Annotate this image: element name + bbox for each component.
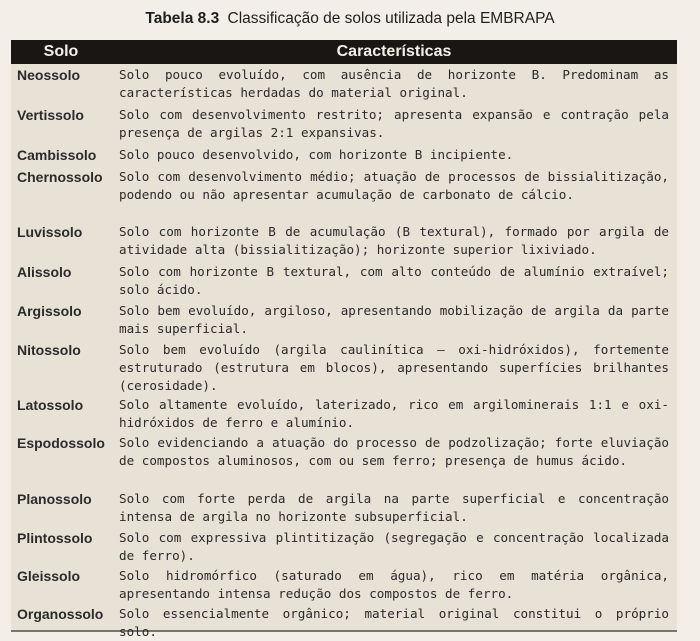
table-row — [11, 223, 677, 259]
soil-name: Organossolo — [17, 606, 104, 622]
soil-description: Solo altamente evoluído, laterizado, rico em argilominerais 1:1 e oxi-hidróxidos de ferro e alumínio. — [119, 397, 669, 430]
soil-description: Solo com forte perda de argila na parte superficial e concentração intensa de argila no horizonte subsuperficial. — [119, 491, 669, 524]
soil-description: Solo com desenvolvimento restrito; apresenta expansão e contração pela presença de argilas 2:1 expansivas. — [119, 107, 669, 140]
soil-classification-table — [11, 40, 677, 639]
soil-name: Gleissolo — [17, 568, 81, 584]
soil-description: Solo pouco desenvolvido, com horizonte B incipiente. — [119, 147, 514, 162]
soil-description: Solo com desenvolvimento médio; atuação de processos de bissialitização, podendo ou não apresentar acumulação de carbonato de cálcio. — [119, 169, 669, 202]
soil-description: Solo evidenciando a atuação do processo de podzolização; forte eluviação de compostos aluminosos, com ou sem ferro; presença de humus ácido. — [119, 435, 669, 468]
header-solo: Solo — [43, 43, 79, 60]
soil-description: Solo essencialmente orgânico; material original constitui o próprio solo. — [119, 606, 669, 639]
soil-name: Planossolo — [17, 491, 92, 507]
table-row — [11, 529, 677, 565]
soil-description: Solo hidromórfico (saturado em água), rico em matéria orgânica, apresentando intensa redução dos compostos de ferro. — [119, 568, 669, 601]
table-header — [11, 40, 677, 64]
soil-description: Solo pouco evoluído, com ausência de horizonte B. Predominam as características herdadas do material original. — [119, 67, 669, 100]
soil-name: Neossolo — [17, 67, 81, 83]
table-row — [11, 396, 677, 432]
soil-name: Argissolo — [17, 303, 82, 319]
soil-name: Plintossolo — [17, 530, 93, 546]
soil-name: Chernossolo — [17, 169, 103, 185]
table-row — [11, 168, 677, 204]
table-row — [11, 605, 677, 641]
soil-name: Vertissolo — [17, 107, 84, 123]
table-title: Classificação de solos utilizada pela EMBRAPA — [227, 10, 555, 27]
header-caracteristicas: Características — [336, 43, 452, 60]
table-row — [11, 567, 677, 603]
soil-name: Luvissolo — [17, 224, 83, 240]
table-number: Tabela 8.3 — [145, 10, 220, 27]
table-row — [11, 302, 677, 338]
table-row — [11, 490, 677, 526]
soil-name: Latossolo — [17, 397, 84, 413]
soil-description: Solo bem evoluído, argiloso, apresentando mobilização de argila da parte mais superficial. — [119, 303, 669, 336]
soil-name: Espodossolo — [17, 435, 105, 451]
table-row — [11, 106, 677, 142]
table-row — [11, 341, 677, 395]
table-row — [11, 146, 677, 164]
table-caption — [0, 9, 700, 29]
soil-name: Alissolo — [17, 264, 72, 280]
soil-name: Nitossolo — [17, 342, 81, 358]
table-row — [11, 434, 677, 470]
table-row — [11, 263, 677, 299]
soil-description: Solo com horizonte B textural, com alto conteúdo de alumínio extraível; solo ácido. — [119, 264, 669, 297]
soil-description: Solo com expressiva plintitização (segregação e concentração localizada de ferro). — [119, 530, 669, 563]
soil-description: Solo bem evoluído (argila caulinítica – oxi-hidróxidos), fortemente estruturado (estrutura em blocos), apresentando superfícies brilhantes (cerosidade). — [119, 342, 669, 393]
soil-name: Cambissolo — [17, 147, 97, 163]
soil-description: Solo com horizonte B de acumulação (B textural), formado por argila de atividade alta (bissialitização); horizonte superior lixiviado. — [119, 224, 669, 257]
table-row — [11, 66, 677, 102]
